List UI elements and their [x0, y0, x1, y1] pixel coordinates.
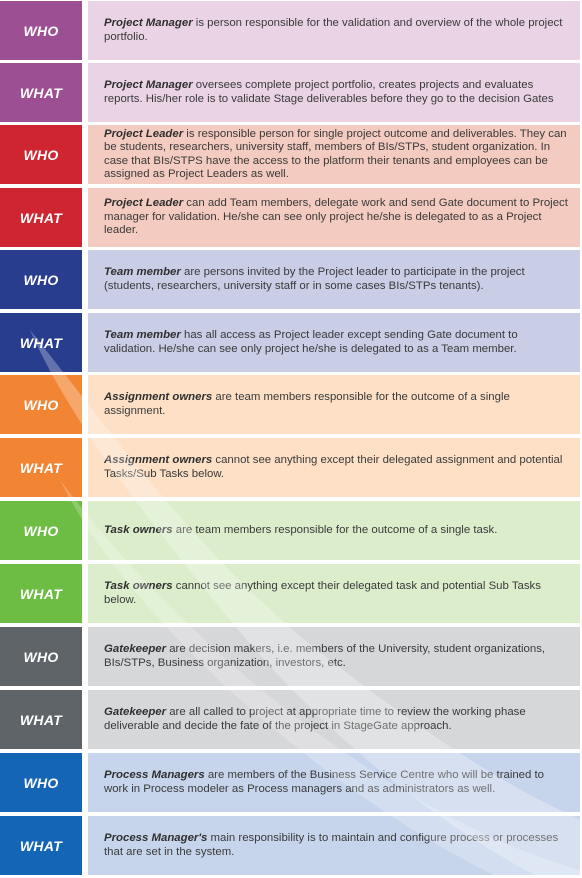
role-term: Project Manager: [104, 17, 193, 30]
role-text: cannot see anything except their delegated task and potential Sub Tasks below.: [104, 580, 541, 606]
role-row: [0, 501, 582, 560]
role-term: Gatekeeper: [104, 643, 167, 656]
role-text: main responsibility is to maintain and configure process or processes that are set in the system.: [104, 832, 559, 858]
role-term: Task owners: [104, 523, 173, 536]
role-row: [0, 627, 582, 686]
role-text: can add Team members, delegate work and send Gate document to Project manager for validation. He/she can see only project he/she is delegated to as a Project leader.: [104, 197, 568, 237]
role-term: Project Leader: [104, 127, 184, 140]
role-text: are team members responsible for the outcome of a single task.: [172, 523, 498, 536]
row-label: WHO: [0, 125, 82, 184]
row-label: WHO: [0, 250, 82, 309]
role-row: [0, 438, 582, 497]
row-label: WHAT: [0, 438, 82, 497]
role-term: Task owners: [104, 580, 173, 593]
row-label: WHO: [0, 501, 82, 560]
row-label: WHAT: [0, 816, 82, 875]
row-description: [88, 438, 580, 497]
role-row: [0, 250, 582, 309]
row-label: WHAT: [0, 188, 82, 247]
role-row: [0, 125, 582, 184]
row-description: [88, 564, 580, 623]
role-term: Process Managers: [104, 769, 205, 782]
role-text: are persons invited by the Project leader to participate in the project (students, researchers, university staff or in some cases BIs/STPs tenants).: [104, 266, 525, 292]
role-text: are all called to project at appropriate time to review the working phase deliverable and decide the fate of the project in StageGate approach.: [104, 706, 526, 732]
role-term: Process Manager's: [104, 832, 208, 845]
row-label: WHO: [0, 1, 82, 60]
row-description: [88, 188, 580, 247]
role-term: Team member: [104, 329, 181, 342]
role-row: [0, 753, 582, 812]
role-text: cannot see anything except their delegated assignment and potential Tasks/Sub Tasks below.: [104, 454, 563, 480]
role-row: [0, 690, 582, 749]
row-description: [88, 627, 580, 686]
role-term: Project Manager: [104, 79, 193, 92]
role-row: [0, 63, 582, 122]
role-text: has all access as Project leader except sending Gate document to validation. He/she can see only project he/she is delegated to as a Team member.: [104, 329, 518, 355]
row-description: [88, 753, 580, 812]
row-description: [88, 816, 580, 875]
row-label: WHAT: [0, 564, 82, 623]
role-text: are members of the Business Service Centre who will be trained to work in Process modeler as Process managers and as administrators as well.: [104, 769, 545, 795]
role-row: [0, 188, 582, 247]
row-description: [88, 63, 580, 122]
role-term: Project Leader: [104, 197, 184, 210]
row-label: WHAT: [0, 313, 82, 372]
role-row: [0, 816, 582, 875]
role-term: Gatekeeper: [104, 706, 167, 719]
row-description: [88, 375, 580, 434]
row-description: [88, 501, 580, 560]
row-description: [88, 690, 580, 749]
row-label: WHAT: [0, 690, 82, 749]
role-text: is responsible person for single project outcome and deliverables. They can be students, researchers, university staff, members of BIs/STPs, student organization. In case that BIs/STPS have the access to the platform their tenants and employees can be assigned as Project Leaders as well.: [104, 127, 567, 180]
role-text: are decision makers, i.e. members of the University, student organizations, BIs/STPs, Business organization, investors, etc.: [104, 643, 546, 669]
role-term: Assignment owners: [104, 391, 213, 404]
role-text: is person responsible for the validation and overview of the whole project portfolio.: [104, 17, 563, 43]
role-text: are team members responsible for the outcome of a single assignment.: [104, 391, 510, 417]
role-term: Team member: [104, 266, 181, 279]
row-label: WHO: [0, 375, 82, 434]
row-description: [88, 313, 580, 372]
role-row: [0, 313, 582, 372]
row-description: [88, 125, 580, 184]
row-label: WHO: [0, 627, 82, 686]
role-text: oversees complete project portfolio, creates projects and evaluates reports. His/her role is to validate Stage deliverables before they go to the decision Gates: [104, 79, 554, 105]
row-label: WHO: [0, 753, 82, 812]
role-term: Assignment owners: [104, 454, 213, 467]
row-label: WHAT: [0, 63, 82, 122]
role-row: [0, 375, 582, 434]
role-row: [0, 564, 582, 623]
row-description: [88, 1, 580, 60]
row-description: [88, 250, 580, 309]
role-row: [0, 1, 582, 60]
